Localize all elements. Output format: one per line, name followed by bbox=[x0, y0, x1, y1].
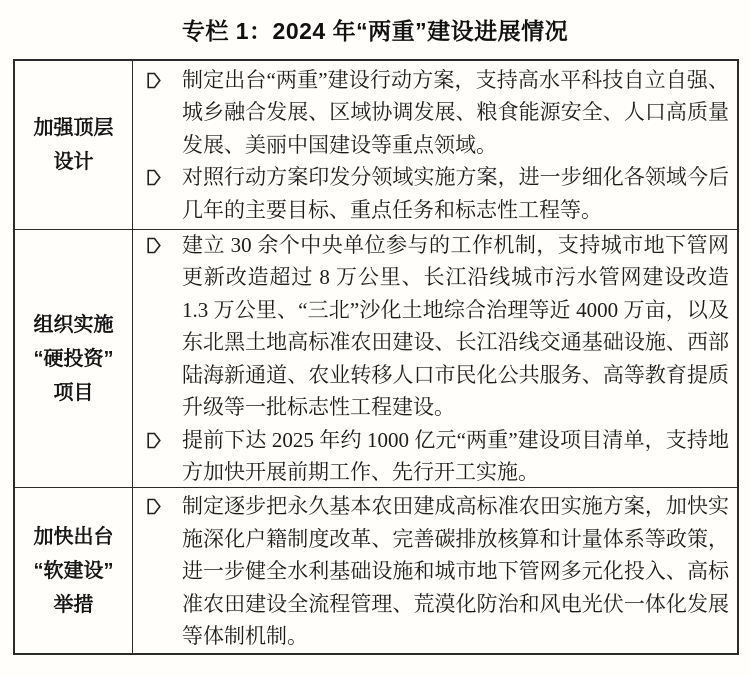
content-cell-top-level-design bbox=[133, 61, 737, 230]
bullet-item bbox=[145, 64, 729, 162]
pentagon-arrow-right-icon bbox=[145, 229, 182, 259]
bullet-item bbox=[145, 490, 729, 653]
progress-table bbox=[13, 59, 739, 655]
content-cell-hard-investment bbox=[133, 230, 737, 488]
header-line: 组织实施 bbox=[33, 313, 114, 336]
bullet-text: 制定逐步把永久基本农田建成高标准农田实施方案，加快实施深化户籍制度改革、完善碳排放核算和计量体系等政策，进一步健全水利基础设施和城市地下管网多元化投入、高标准农田建设全流程管理、荒漠化防治和风电光伏一体化发展等体制机制。 bbox=[182, 494, 729, 648]
header-line: “硬投资” bbox=[33, 347, 114, 370]
header-cell-hard-investment bbox=[15, 230, 133, 488]
header-cell-top-level-design bbox=[15, 61, 133, 230]
bullet-item bbox=[145, 424, 729, 489]
bullet-text: 对照行动方案印发分领域实施方案，进一步细化各领域今后几年的主要目标、重点任务和标志性工程等。 bbox=[182, 165, 729, 222]
header-line: 加快出台 bbox=[33, 526, 114, 549]
bullet-text: 建立 30 余个中央单位参与的工作机制，支持城市地下管网更新改造超过 8 万公里、长江沿线城市污水管网建设改造 1.3 万公里、“三北”沙化土地综合治理等近 4000 万亩，以及东北黑土地高标准农田建设、长江沿线交通基础设施、西部陆海新通道、农业转移人口市民化公共服务、高等教育提质升级等一批标志性工程建设。 bbox=[182, 232, 729, 419]
pentagon-arrow-right-icon bbox=[145, 64, 182, 94]
pentagon-arrow-right-icon bbox=[145, 161, 182, 191]
header-line: “软建设” bbox=[33, 560, 114, 583]
pentagon-arrow-right-icon bbox=[145, 490, 182, 520]
pentagon-arrow-right-icon bbox=[145, 424, 182, 454]
content-cell-soft-construction bbox=[133, 488, 737, 655]
page-title: 专栏 1：2024 年“两重”建设进展情况 bbox=[181, 18, 569, 44]
header-line: 设计 bbox=[53, 151, 94, 173]
bullet-text: 提前下达 2025 年约 1000 亿元“两重”建设项目清单，支持地方加快开展前期工作、先行开工实施。 bbox=[182, 427, 729, 484]
bullet-item bbox=[145, 229, 729, 424]
header-cell-soft-construction bbox=[15, 488, 133, 655]
header-line: 项目 bbox=[53, 381, 94, 404]
header-line: 举措 bbox=[53, 594, 94, 617]
header-line: 加强顶层 bbox=[33, 117, 114, 139]
bullet-text: 制定出台“两重”建设行动方案，支持高水平科技自立自强、城乡融合发展、区域协调发展、粮食能源安全、人口高质量发展、美丽中国建设等重点领域。 bbox=[182, 67, 729, 157]
bullet-item bbox=[145, 161, 729, 226]
